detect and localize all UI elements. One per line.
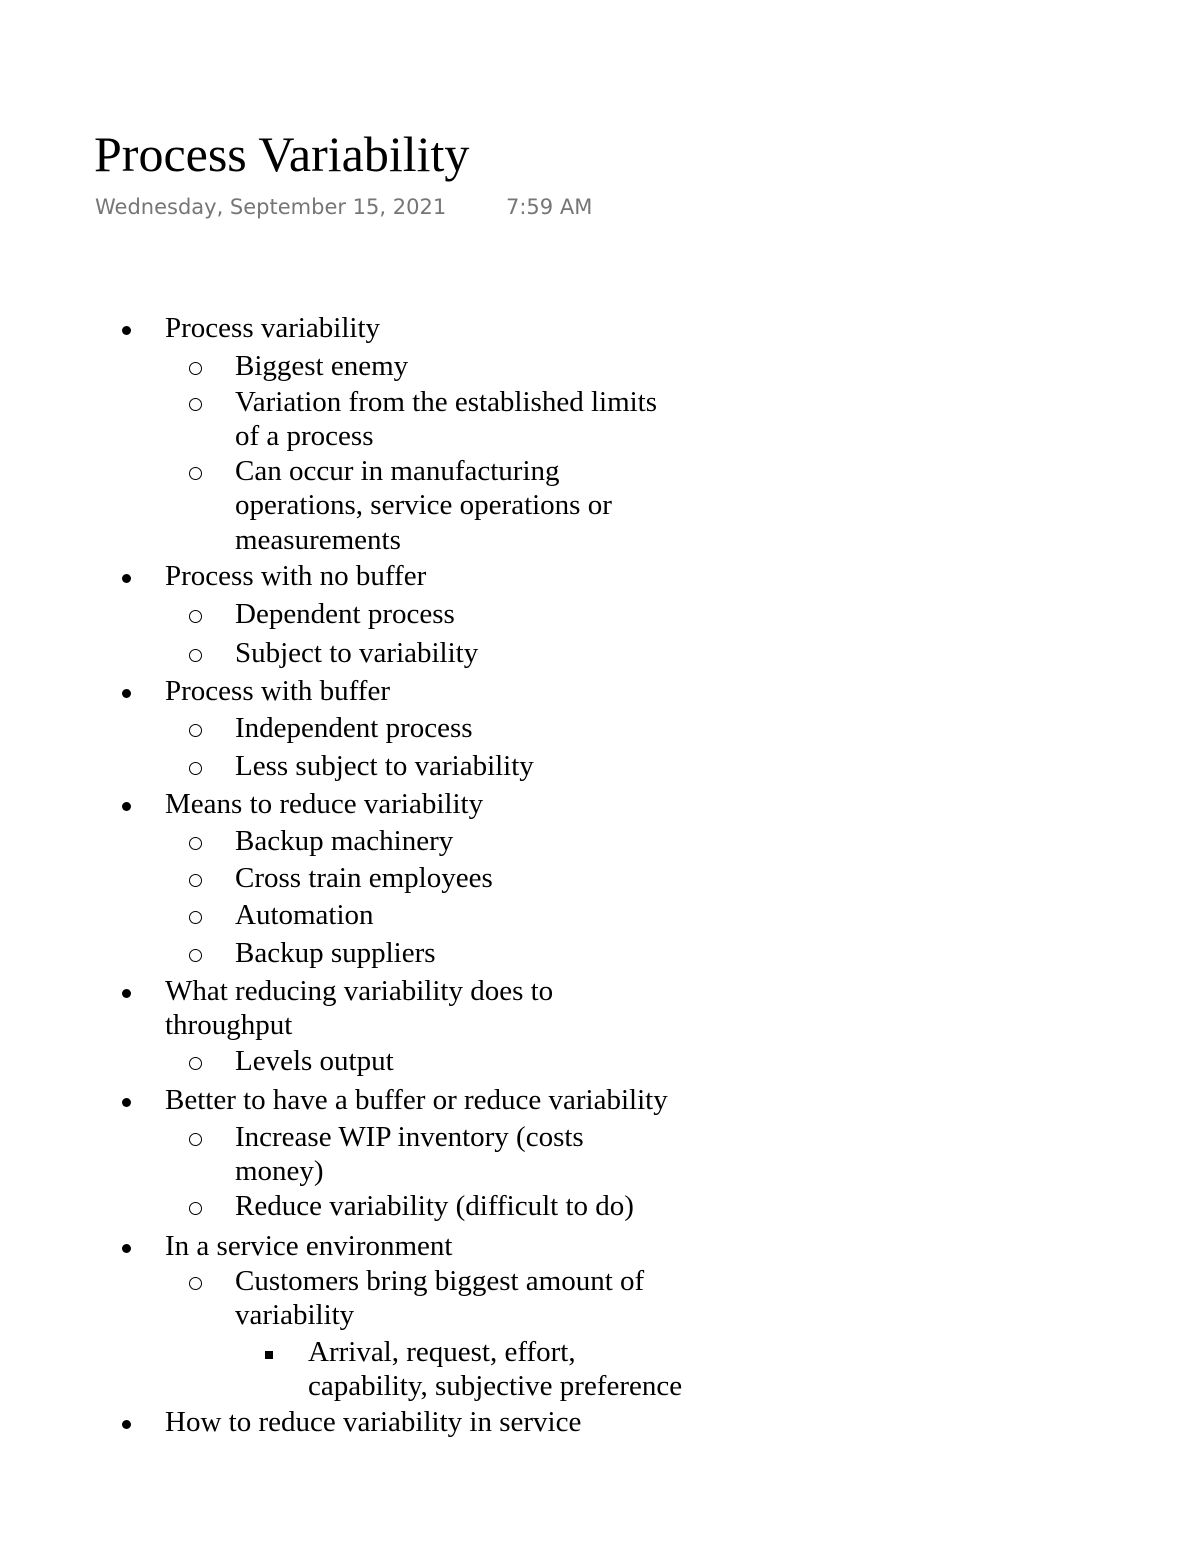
hollow-bullet-icon [189, 1057, 202, 1070]
note-time: 7:59 AM [506, 195, 593, 219]
hollow-bullet-icon [189, 724, 202, 737]
bullet-item-text: Means to reduce variability [165, 788, 484, 820]
bullet-item-text: Reduce variability (difficult to do) [235, 1190, 634, 1222]
bullet-item-text: Dependent process [235, 598, 455, 630]
bullet-item-text: money) [235, 1155, 324, 1187]
filled-bullet-icon [122, 802, 131, 811]
hollow-bullet-icon [189, 911, 202, 924]
bullet-item-text: Increase WIP inventory (costs [235, 1121, 584, 1153]
filled-bullet-icon [122, 574, 131, 583]
filled-bullet-icon [122, 326, 131, 335]
bullet-item-text: Biggest enemy [235, 350, 409, 382]
bullet-item-text: Automation [235, 899, 374, 931]
hollow-bullet-icon [189, 649, 202, 662]
bullet-item-text: Subject to variability [235, 637, 479, 669]
hollow-bullet-icon [189, 467, 202, 480]
bullet-item-text: Variation from the established limits [235, 386, 658, 418]
bullet-item-text: operations, service operations or [235, 489, 612, 521]
filled-bullet-icon [122, 1098, 131, 1107]
note-date: Wednesday, September 15, 2021 [95, 195, 447, 219]
bullet-item-text: Can occur in manufacturing [235, 455, 560, 487]
hollow-bullet-icon [189, 1202, 202, 1215]
hollow-bullet-icon [189, 949, 202, 962]
square-bullet-icon [265, 1351, 273, 1359]
hollow-bullet-icon [189, 1277, 202, 1290]
bullet-item-text: Levels output [235, 1045, 394, 1077]
bullet-item-text: Less subject to variability [235, 750, 534, 782]
bullet-item-text: Process with no buffer [165, 560, 427, 592]
bullet-item-text: Independent process [235, 712, 473, 744]
note-timestamp [95, 192, 593, 222]
bullet-item-text: How to reduce variability in service [165, 1406, 582, 1438]
bullet-item-text: variability [235, 1299, 355, 1331]
hollow-bullet-icon [189, 762, 202, 775]
bullet-item-text: capability, subjective preference [308, 1370, 683, 1402]
filled-bullet-icon [122, 689, 131, 698]
bullet-item-text: measurements [235, 524, 401, 556]
page-title: Process Variability [94, 126, 470, 182]
bullet-item-text: Cross train employees [235, 862, 493, 894]
bullet-item-text: Customers bring biggest amount of [235, 1265, 645, 1297]
bullet-item-text: Arrival, request, effort, [308, 1336, 576, 1368]
bullet-item-text: Backup machinery [235, 825, 454, 857]
filled-bullet-icon [122, 1420, 131, 1429]
bullet-item-text: of a process [235, 420, 374, 452]
bullet-item-text: What reducing variability does to [165, 975, 554, 1007]
filled-bullet-icon [122, 989, 131, 998]
filled-bullet-icon [122, 1244, 131, 1253]
bullet-item-text: Process with buffer [165, 675, 390, 707]
bullet-item-text: Process variability [165, 312, 381, 344]
bullet-item-text: throughput [165, 1009, 293, 1041]
hollow-bullet-icon [189, 362, 202, 375]
bullet-item-text: Backup suppliers [235, 937, 436, 969]
hollow-bullet-icon [189, 398, 202, 411]
bullet-item-text: Better to have a buffer or reduce variability [165, 1084, 668, 1116]
hollow-bullet-icon [189, 610, 202, 623]
hollow-bullet-icon [189, 1133, 202, 1146]
hollow-bullet-icon [189, 837, 202, 850]
bullet-item-text: In a service environment [165, 1230, 453, 1262]
hollow-bullet-icon [189, 874, 202, 887]
